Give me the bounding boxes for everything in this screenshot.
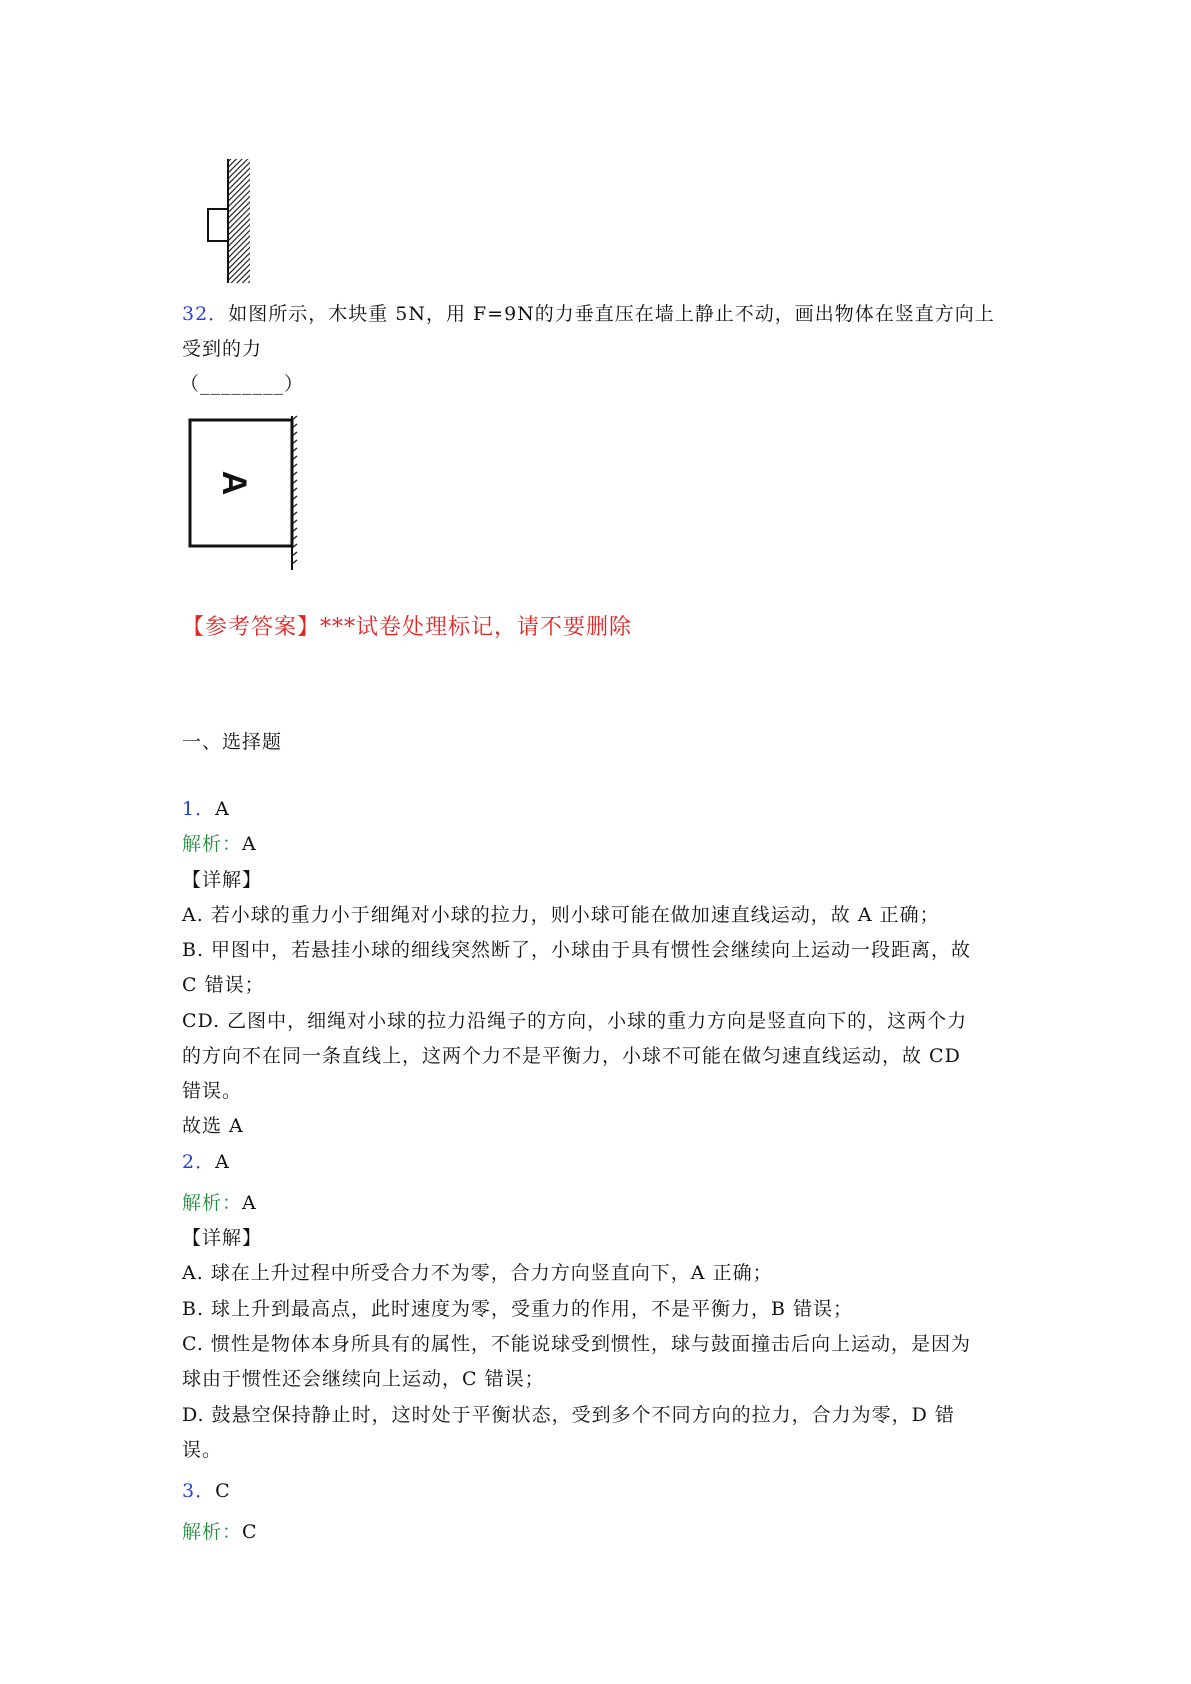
answer-2-line-3: C. 惯性是物体本身所具有的属性，不能说球受到惯性，球与鼓面撞击后向上运动，是因为 [182, 1333, 971, 1355]
hatched-wall [228, 159, 250, 283]
wall-block-figure [200, 155, 260, 285]
answer-number: 2． [182, 1151, 216, 1173]
detail-label: 【详解】 [182, 869, 263, 891]
analysis-label: 解析： [182, 1521, 243, 1543]
answer-1-heading [182, 795, 230, 823]
answer-2-line-2: B. 球上升到最高点，此时速度为零，受重力的作用，不是平衡力，B 错误； [182, 1298, 854, 1320]
answer-1-line-7: 故选 A [182, 1115, 244, 1137]
answer-2-line-5: D. 鼓悬空保持静止时，这时处于平衡状态，受到多个不同方向的拉力，合力为零，D 错 [182, 1404, 955, 1426]
analysis-label: 解析： [182, 1192, 243, 1214]
answer-1-line-1: A. 若小球的重力小于细绳对小球的拉力，则小球可能在做加速直线运动，故 A 正确； [182, 904, 940, 926]
question-text-1: 如图所示，木块重 5N，用 F=9N的力垂直压在墙上静止不动，画出物体在竖直方向上 [228, 303, 995, 325]
block-a-figure [186, 414, 298, 574]
section-title: 一、选择题 [182, 731, 283, 753]
answer-2-analysis [182, 1189, 257, 1217]
answer-1-line-4: CD. 乙图中，细绳对小球的拉力沿绳子的方向，小球的重力方向是竖直向下的，这两个力 [182, 1010, 968, 1032]
question-number: 32． [182, 303, 229, 325]
answer-number: 3． [182, 1480, 216, 1502]
answer-1-line-3: C 错误； [182, 974, 265, 996]
answer-1-analysis [182, 830, 257, 858]
answer-2-line-4: 球由于惯性还会继续向上运动，C 错误； [182, 1368, 545, 1390]
answer-2-line-1: A. 球在上升过程中所受合力不为零，合力方向竖直向下，A 正确； [182, 1262, 773, 1284]
analysis-value: A [242, 833, 257, 855]
answer-1-line-2: B. 甲图中，若悬挂小球的细线突然断了，小球由于具有惯性会继续向上运动一段距离，故 [182, 939, 972, 961]
question-line-1 [182, 300, 995, 328]
answer-choice: A [215, 1151, 230, 1173]
answer-number: 1． [182, 798, 216, 820]
answer-choice: C [215, 1480, 231, 1502]
answer-3-analysis [182, 1518, 258, 1546]
analysis-value: C [242, 1521, 258, 1543]
block-a-label: A [215, 470, 254, 496]
small-block [208, 209, 228, 241]
answer-choice: A [215, 798, 230, 820]
question-text-2: 受到的力 [182, 338, 263, 360]
answer-2-heading [182, 1148, 230, 1176]
detail-label: 【详解】 [182, 1227, 263, 1249]
answer-header: 【参考答案】***试卷处理标记，请不要删除 [182, 615, 633, 640]
answer-1-line-5: 的方向不在同一条直线上，这两个力不是平衡力，小球不可能在做匀速直线运动，故 CD [182, 1045, 961, 1067]
analysis-value: A [242, 1192, 257, 1214]
answer-2-line-6: 误。 [182, 1439, 223, 1461]
analysis-label: 解析： [182, 833, 243, 855]
answer-blank: （________） [180, 373, 305, 395]
answer-1-line-6: 错误。 [182, 1080, 243, 1102]
answer-3-heading [182, 1477, 231, 1505]
